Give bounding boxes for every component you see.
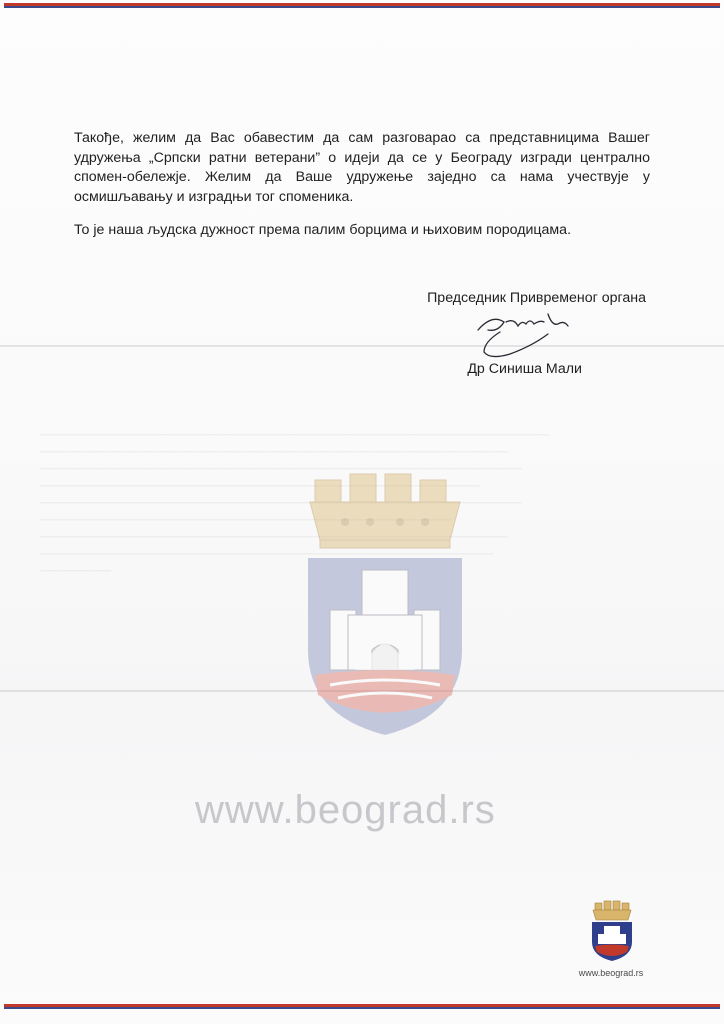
footer-url: www.beograd.rs	[578, 968, 644, 978]
belgrade-coat-of-arms-icon	[590, 900, 634, 962]
handwritten-signature	[470, 308, 580, 363]
paragraph: Такође, желим да Вас обавестим да сам разговарао са представницима Вашег удружења „Српски ратни ветерани” о идеји да се у Београду изгради централно спомен-обележје. Желим да Ваше удружење заједно са нама учествује у осмишљавању и изградњи тог споменика.	[74, 130, 650, 205]
belgrade-coat-of-arms-icon	[300, 470, 470, 740]
letter-body	[74, 129, 650, 255]
signatory-title: Председник Привременог органа	[427, 290, 646, 306]
signatory-name: Др Синиша Мали	[467, 361, 582, 377]
top-stripe	[4, 3, 720, 8]
paper-fold-line	[0, 345, 724, 347]
watermark-url: www.beograd.rs	[195, 788, 496, 832]
bottom-stripe	[4, 1004, 720, 1009]
bleed-through-text: ──────────────────────────────────────────────────────────────────────── ────────────────────────────────────────────────────────────────── ──────────────────────────────────────────────────────────────────── ────────────────────────────────────────────────────────────── ──────────────────────────────────────────────────────────────────── ────────────────────────────────────────────────────────── ────────────────────────────────────────────────────────────────── ──────────────────────────────────────────────────────────────── ──────────	[40, 430, 551, 577]
paragraph: То је наша људска дужност према палим борцима и њиховим породицама.	[74, 222, 572, 238]
